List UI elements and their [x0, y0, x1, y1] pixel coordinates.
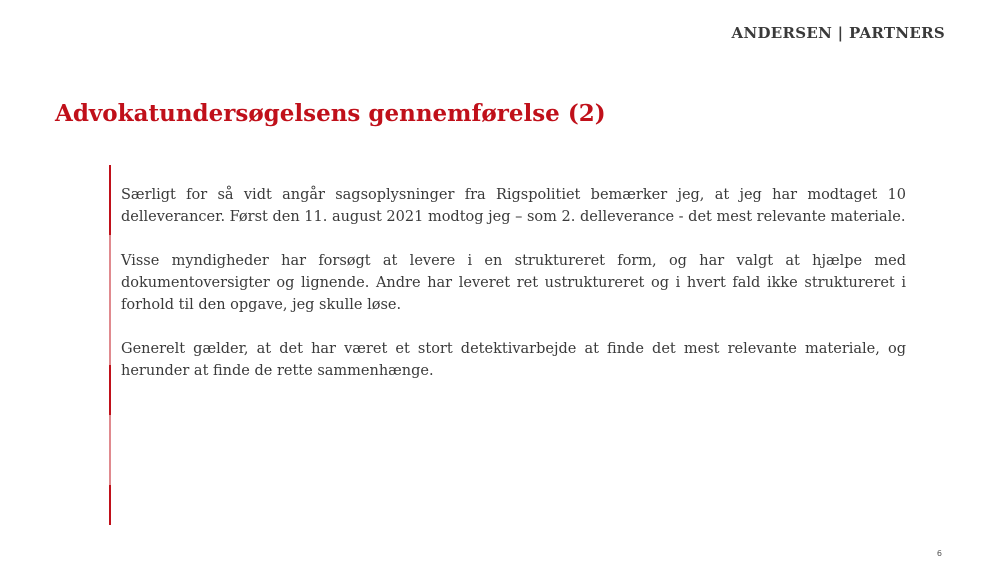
accent-line — [109, 165, 111, 525]
body-paragraph: Visse myndigheder har forsøgt at levere i en struktureret form, og har valgt at hjælpe med dokumentoversigter og lignende. Andre har leveret ret ustruktureret og i hvert fald ikke struktureret i forhold til den opgave, jeg skulle løse. — [121, 253, 906, 313]
slide-body — [121, 184, 906, 404]
body-paragraph: Generelt gælder, at det har været et stort detektivarbejde at finde det mest relevante materiale, og herunder at finde de rette sammenhænge. — [121, 341, 906, 379]
body-paragraph: Særligt for så vidt angår sagsoplysninger fra Rigspolitiet bemærker jeg, at jeg har modtaget 10 delleverancer. Først den 11. august 2021 modtog jeg – som 2. delleverance - det mest relevante materiale. — [121, 187, 906, 225]
slide-title: Advokatundersøgelsens gennemførelse (2) — [55, 100, 606, 127]
company-logo: ANDERSEN | PARTNERS — [731, 24, 945, 42]
accent-line-segment — [109, 485, 111, 525]
page-number: 6 — [936, 549, 942, 558]
accent-line-segment — [109, 365, 111, 415]
accent-line-segment — [109, 165, 111, 235]
